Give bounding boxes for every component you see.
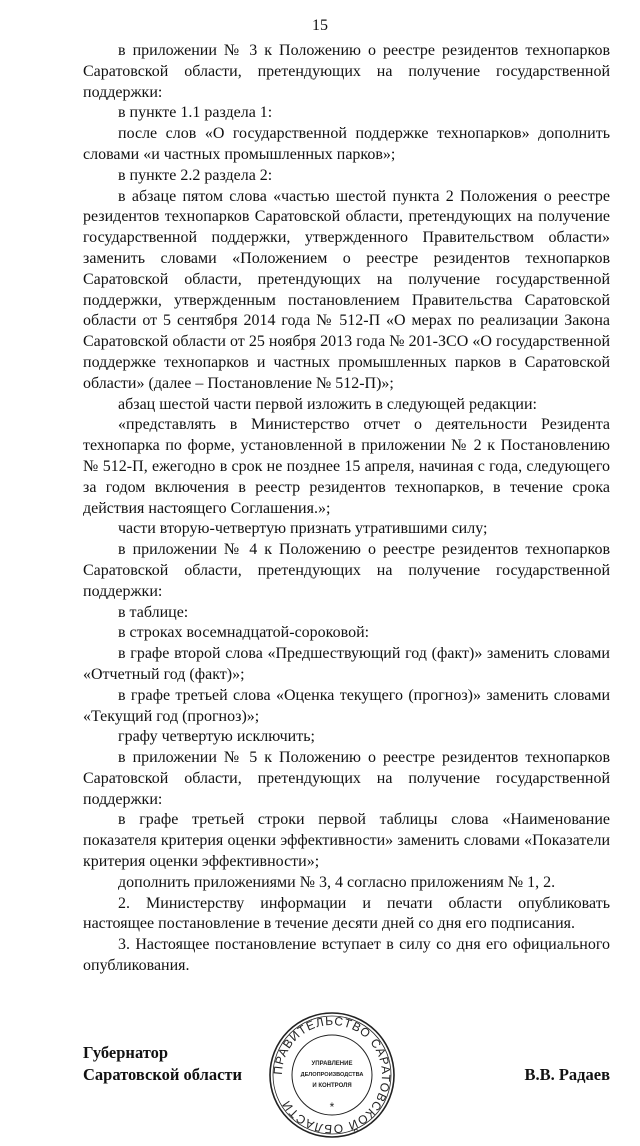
paragraph-line: промышленных парков в Саратовской области» (далее – Постановление № 512-П)»; xyxy=(83,353,611,392)
paragraph xyxy=(83,894,610,936)
paragraph-line: в графе второй слова «Предшествующий год (факт)» заменить словами xyxy=(118,645,610,663)
paragraph-line: Саратовской области, претендующих на получение государственной поддержки: xyxy=(83,769,610,808)
paragraph xyxy=(83,395,610,416)
paragraph-line: «Текущий год (прогноз)»; xyxy=(83,707,260,725)
paragraph xyxy=(83,187,610,395)
paragraph-line: в таблице: xyxy=(118,603,189,621)
paragraph-line: в приложении № 5 к Положению о реестре резидентов технопарков xyxy=(118,749,610,767)
paragraph-line: 3. Настоящее постановление вступает в силу со дня его официального xyxy=(118,936,610,954)
paragraph-line: словами «Положением о реестре резидентов технопарков Саратовской области, xyxy=(83,249,611,288)
paragraph xyxy=(83,873,610,894)
paragraph xyxy=(83,935,610,977)
signature-block xyxy=(83,1011,610,1146)
paragraph-line: Саратовской области, претендующих на получение государственной поддержки: xyxy=(83,62,610,101)
seal-center-line: ДЕЛОПРОИЗВОДСТВА xyxy=(300,1071,364,1078)
paragraph-line: абзац шестой части первой изложить в следующей редакции: xyxy=(118,395,537,413)
paragraph-line: постановление в течение десяти дней со дня его подписания. xyxy=(158,915,576,933)
paragraph-line: постановлением Правительства Саратовской области от 5 сентября 2014 года xyxy=(83,291,610,330)
document-body xyxy=(83,41,610,977)
paragraph xyxy=(83,686,610,728)
paragraph-line: претендующих на получение государственной поддержки, утвержденным xyxy=(83,270,611,309)
paragraph-line: графу четвертую исключить; xyxy=(118,728,315,746)
paragraph xyxy=(83,519,610,540)
paragraph-line: критерия оценки эффективности» заменить словами «Показатели критерия xyxy=(83,832,611,871)
paragraph-line: в реестр резидентов технопарков, в течение срока действия настоящего xyxy=(83,478,611,517)
paragraph-line: в срок не позднее 15 апреля, начиная с года, следующего за годом включения xyxy=(83,457,610,496)
paragraph-line: резидентов технопарков Саратовской области, претендующих на получение xyxy=(83,208,610,226)
paragraph-line: дополнить приложениями № 3, 4 согласно приложениям № 1, 2. xyxy=(118,873,556,891)
paragraph-line: по форме, установленной в приложении № 2 к Постановлению № 512-П, ежегодно xyxy=(83,437,610,475)
paragraph-line: в абзаце пятом слова «частью шестой пункта 2 Положения о реестре xyxy=(118,187,610,205)
seal-star: * xyxy=(329,1099,335,1114)
paragraph-line: словами «и частных промышленных парков»; xyxy=(83,145,396,163)
official-seal xyxy=(268,1011,396,1139)
signatory-title-line1: Губернатор xyxy=(83,1042,169,1062)
paragraph-line: государственной поддержки, утвержденного Правительством области» заменить xyxy=(83,229,610,267)
paragraph xyxy=(83,727,610,748)
paragraph-line: Соглашения.»; xyxy=(230,499,331,517)
paragraph xyxy=(83,41,610,103)
paragraph xyxy=(83,644,610,686)
paragraph-line: в пункте 1.1 раздела 1: xyxy=(118,104,273,122)
seal-ring-text: ПРАВИТЕЛЬСТВО САРАТОВСКОЙ ОБЛАСТИ xyxy=(270,1013,394,1137)
paragraph xyxy=(83,166,610,187)
paragraph-line: оценки эффективности»; xyxy=(149,853,320,871)
paragraph xyxy=(83,415,610,519)
paragraph-line: в строках восемнадцатой-сороковой: xyxy=(118,624,370,642)
signatory-name: В.В. Радаев xyxy=(524,1064,610,1084)
paragraph-line: в приложении № 4 к Положению о реестре резидентов технопарков xyxy=(118,541,610,559)
paragraph-line: в графе третьей слова «Оценка текущего (прогноз)» заменить словами xyxy=(118,686,610,704)
paragraph-line: 2013 года № 201-ЗСО «О государственной поддержке технопарков и частных xyxy=(83,333,611,371)
paragraph-line: 2. Министерству информации и печати области опубликовать настоящее xyxy=(83,894,610,933)
paragraph-line: Саратовской области, претендующих на получение государственной поддержки: xyxy=(83,561,610,600)
seal-center-line: И КОНТРОЛЯ xyxy=(312,1082,352,1089)
paragraph-line: в графе третьей строки первой таблицы слова «Наименование показателя xyxy=(83,811,610,850)
paragraph xyxy=(83,103,610,124)
signatory-title-line2: Саратовской области xyxy=(83,1064,243,1084)
paragraph xyxy=(83,810,610,872)
paragraph-line: в приложении № 3 к Положению о реестре резидентов технопарков xyxy=(118,42,610,59)
paragraph xyxy=(83,748,610,810)
page-number: 15 xyxy=(312,17,328,34)
paragraph-line: «Отчетный год (факт)»; xyxy=(83,665,245,683)
paragraph-line: после слов «О государственной поддержке технопарков» дополнить xyxy=(118,125,610,143)
paragraph-line: № 512-П «О мерах по реализации Закона Саратовской области от 25 ноября xyxy=(83,312,611,351)
seal-center-line: УПРАВЛЕНИЕ xyxy=(311,1060,353,1067)
paragraph xyxy=(83,603,610,624)
paragraph xyxy=(83,623,610,644)
paragraph-line: в пункте 2.2 раздела 2: xyxy=(118,166,273,184)
paragraph-line: «представлять в Министерство отчет о деятельности Резидента технопарка xyxy=(83,416,610,455)
paragraph-line: части вторую-четвертую признать утратившими силу; xyxy=(118,520,488,538)
paragraph-line: опубликования. xyxy=(83,957,190,975)
paragraph xyxy=(83,540,610,602)
paragraph xyxy=(83,124,610,166)
